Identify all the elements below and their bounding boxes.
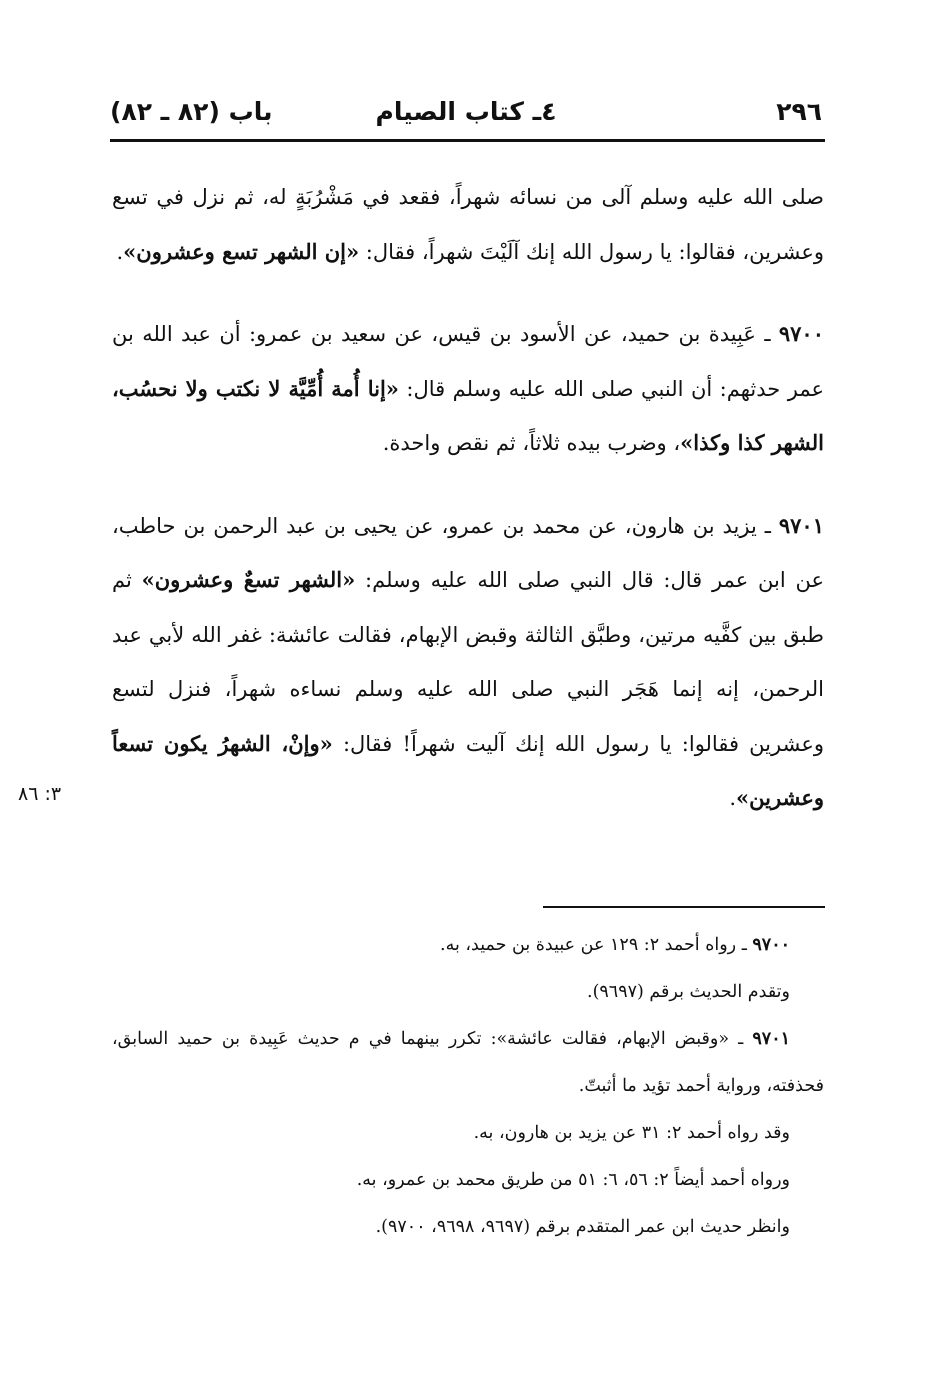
paragraph-text: ـ يزيد بن هارون، عن محمد بن عمرو، عن يحيى بن عبد الرحمن بن حاطب، عن ابن عمر قال: قال النبي صلى الله عليه وسلم: xyxy=(112,513,824,592)
footnote-number: ٩٧٠٠ xyxy=(752,935,790,955)
footnote-text: وانظر حديث ابن عمر المتقدم برقم (٩٦٩٧، ٩٦٩٨، ٩٧٠٠). xyxy=(375,1217,790,1237)
footnote-text: وقد رواه أحمد ٢: ٣١ عن يزيد بن هارون، به. xyxy=(473,1123,790,1143)
paragraph-text: . xyxy=(116,239,124,264)
chapter-reference: باب (٨٢ ـ ٨٢) xyxy=(110,97,273,126)
margin-reference: ٣: ٨٦ xyxy=(18,783,62,805)
footnote-rule xyxy=(543,906,825,908)
footnote-line xyxy=(112,1204,824,1251)
paragraph-text: ، وضرب بيده ثلاثاً، ثم نقص واحدة. xyxy=(382,431,681,455)
hadith-quote: «إنا أُمة أُمِّيَّة لا نكتب ولا نحسُب، الشهر كذا وكذا» xyxy=(112,375,824,455)
paragraph-text: . xyxy=(729,786,737,810)
footnote-9701 xyxy=(112,1016,824,1110)
hadith-number: ٩٧٠١ xyxy=(778,512,824,538)
footnote-text: وتقدم الحديث برقم (٩٦٩٧). xyxy=(587,982,790,1002)
hadith-quote: «وإنْ، الشهرُ يكون تسعاً وعشرين» xyxy=(112,730,824,810)
hadith-9701 xyxy=(112,499,824,826)
paragraph-text: ـ عَبِيدة بن حميد، عن الأسود بن قيس، عن سعيد بن عمرو: أن عبد الله بن عمر حدثهم: أن النبي صلى الله عليه وسلم قال: xyxy=(112,322,824,401)
footnote-text: ـ «وقبض الإبهام، فقالت عائشة»: تكرر بينهما في م حديث عَبِيدة بن حميد السابق، فحذفته، ورواية أحمد تؤيد ما أثبتّ. xyxy=(112,1029,824,1096)
footnote-text: ورواه أحمد أيضاً ٢: ٥٦، ٦: ٥١ من طريق محمد بن عمرو، به. xyxy=(356,1170,790,1190)
paragraph-continuation xyxy=(112,170,824,279)
footnote-line xyxy=(112,1157,824,1204)
footnotes xyxy=(112,922,824,1251)
hadith-quote: «إن الشهر تسع وعشرون» xyxy=(123,238,360,264)
footnote-number: ٩٧٠١ xyxy=(752,1029,790,1049)
hadith-9700 xyxy=(112,307,824,471)
header-rule xyxy=(110,139,825,142)
footnote-line xyxy=(112,1110,824,1157)
main-text xyxy=(112,170,824,826)
footnote-9700 xyxy=(112,922,824,969)
page-number: ٢٩٦ xyxy=(776,97,822,126)
hadith-quote: «الشهر تسعٌ وعشرون» xyxy=(141,567,356,592)
paragraph-text: ثم طبق بين كفَّيه مرتين، وطبَّق الثالثة وقبض الإبهام، فقالت عائشة: غفر الله لأبي عبد الرحمن، إنه إنما هَجَر النبي صلى الله عليه وسلم نساءه شهراً، فنزل لتسع وعشرين فقالوا: يا رسول الله إنك آليت شهراً! فقال: xyxy=(112,568,824,756)
book-title: ٤ـ كتاب الصيام xyxy=(375,97,557,126)
hadith-number: ٩٧٠٠ xyxy=(778,321,824,346)
footnote-text: ـ رواه أحمد ٢: ١٢٩ عن عبيدة بن حميد، به. xyxy=(440,935,753,955)
paragraph-text: صلى الله عليه وسلم آلى من نسائه شهراً، فقعد في مَشْرُبَةٍ له، ثم نزل في تسع وعشرين، فقالوا: يا رسول الله إنك آلَيْتَ شهراً، فقال: xyxy=(112,185,824,264)
running-header xyxy=(110,88,822,140)
footnote-line xyxy=(112,969,824,1016)
